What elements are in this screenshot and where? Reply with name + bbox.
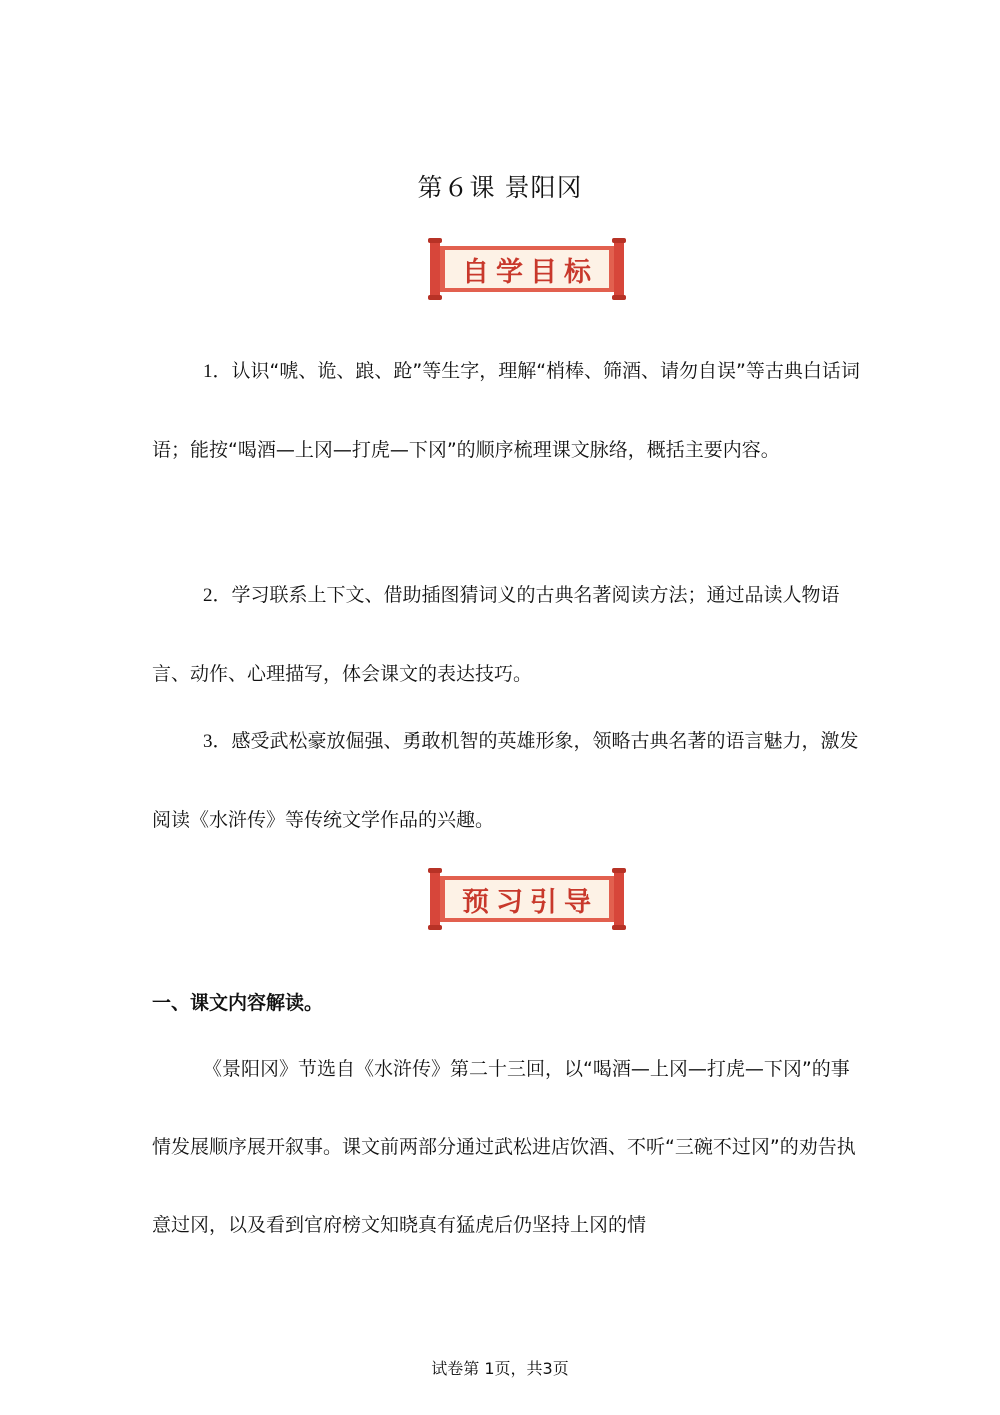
section-heading: 一、课文内容解读。 [152, 992, 324, 1014]
banner-band [440, 246, 614, 292]
goals-banner-label: 自学目标 [462, 256, 598, 288]
preview-banner [430, 870, 624, 928]
scroll-right-roller [614, 240, 624, 298]
goal-item-2: 2．学习联系上下文、借助插图猜词义的古典名著阅读方法；通过品读人物语言、动作、心理描写，体会课文的表达技巧。 [152, 584, 840, 685]
goals-banner [430, 240, 624, 298]
goal-item-1: 1．认识“唬、诡、踉、跄”等生字，理解“梢棒、筛酒、请勿自误”等古典白话词语；能按“喝酒—上冈—打虎—下冈”的顺序梳理课文脉络，概括主要内容。 [152, 360, 860, 461]
banner-band [440, 876, 614, 922]
preview-banner-label: 预习引导 [462, 886, 598, 918]
page-footer: 试卷第 1页，共3页 [431, 1359, 569, 1378]
scroll-right-roller [614, 870, 624, 928]
scroll-left-roller [430, 240, 440, 298]
scroll-left-roller [430, 870, 440, 928]
goal-item-3: 3．感受武松豪放倔强、勇敢机智的英雄形象，领略古典名著的语言魅力，激发阅读《水浒传》等传统文学作品的兴趣。 [152, 730, 859, 831]
page-title: 第６课 景阳冈 [417, 173, 583, 202]
section-paragraph: 《景阳冈》节选自《水浒传》第二十三回，以“喝酒—上冈—打虎—下冈”的事情发展顺序展开叙事。课文前两部分通过武松进店饮酒、不听“三碗不过冈”的劝告执意过冈，以及看到官府榜文知晓真有猛虎后仍坚持上冈的情 [152, 1058, 856, 1236]
